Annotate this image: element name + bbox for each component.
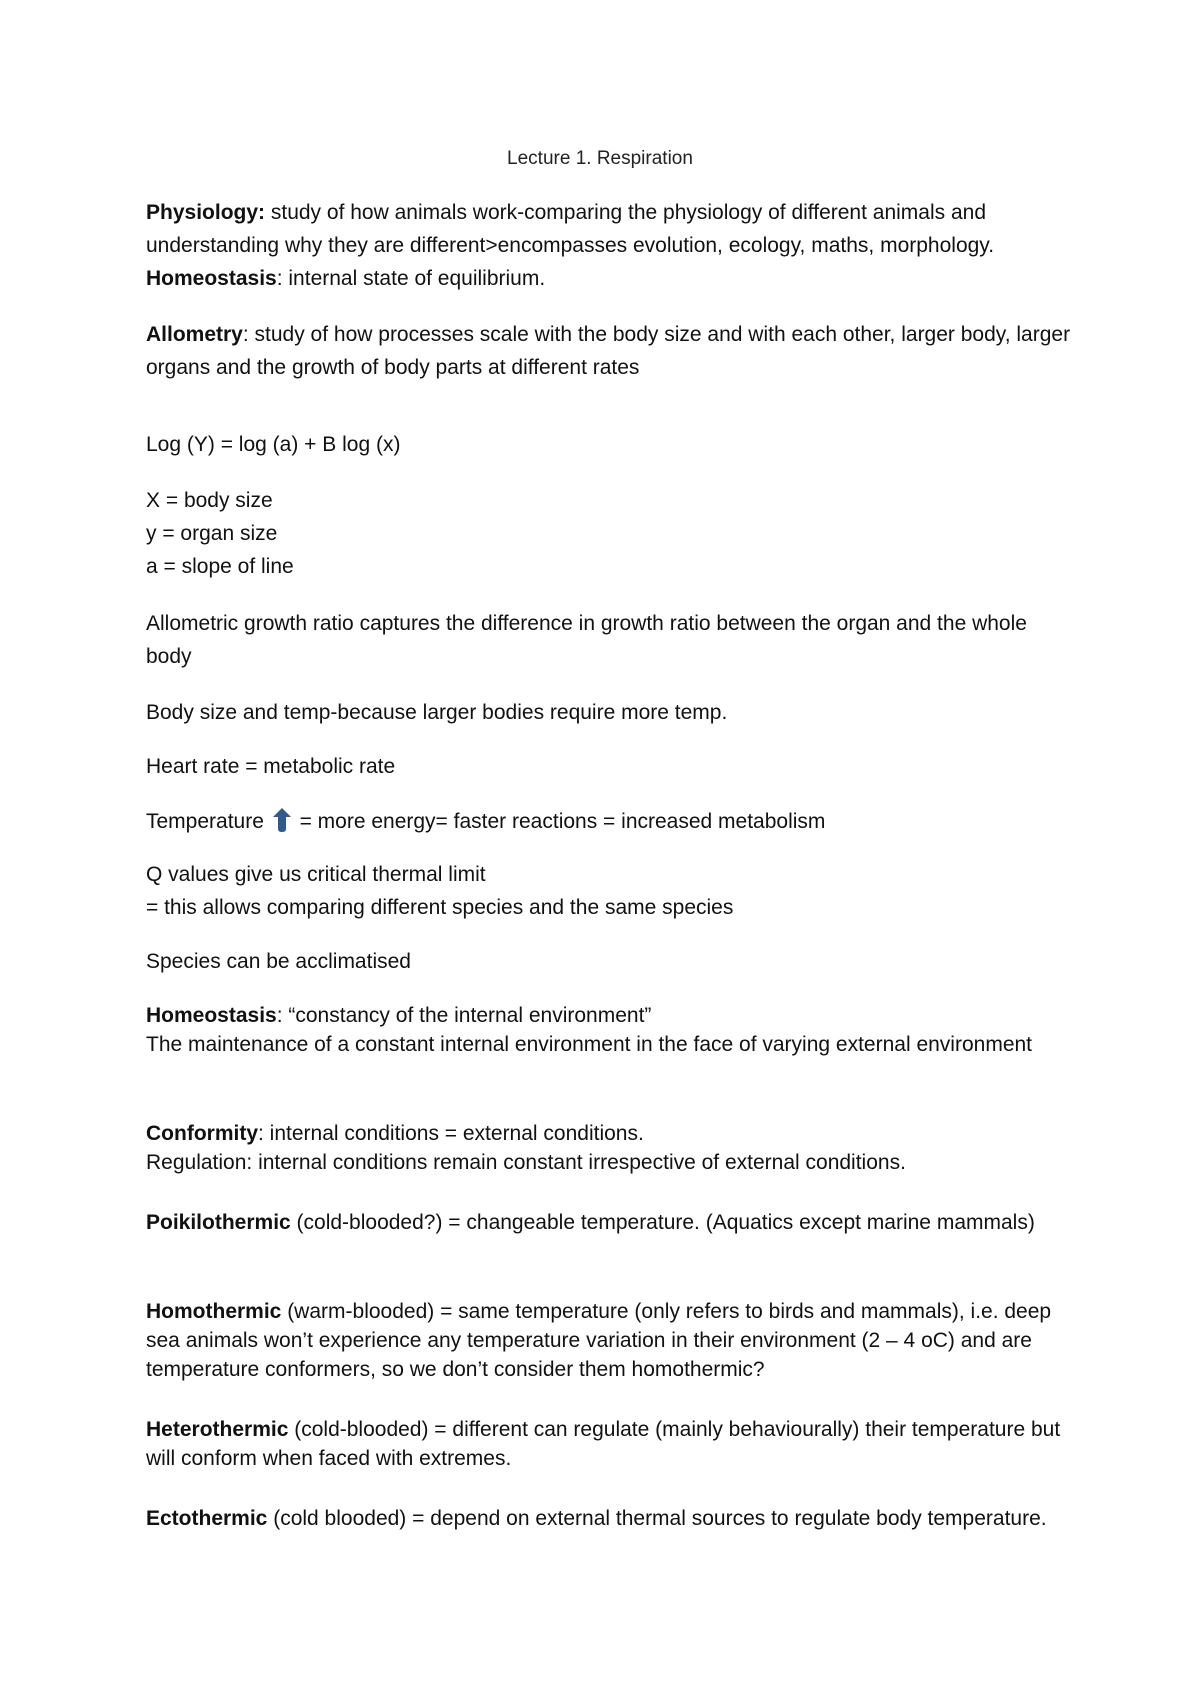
term-homeostasis-2: Homeostasis bbox=[146, 1004, 277, 1027]
paragraph-physiology bbox=[146, 196, 1076, 262]
temperature-text: = more energy= faster reactions = increased metabolism bbox=[293, 810, 826, 833]
paragraph-acclimatised: Species can be acclimatised bbox=[146, 950, 411, 973]
term-conformity: Conformity bbox=[146, 1122, 258, 1145]
definition-a: a = slope of line bbox=[146, 555, 294, 578]
definition-y: y = organ size bbox=[146, 522, 278, 545]
paragraph-heart-rate: Heart rate = metabolic rate bbox=[146, 755, 396, 778]
q-values-line2: = this allows comparing different species and the same species bbox=[146, 896, 734, 919]
paragraph-q-values bbox=[146, 858, 1076, 924]
definition-x: X = body size bbox=[146, 489, 273, 512]
def-homeostasis-2: : “constancy of the internal environment” bbox=[276, 1004, 652, 1027]
def-ectothermic: (cold blooded) = depend on external thermal sources to regulate body temperature. bbox=[267, 1507, 1047, 1530]
paragraph-allometry bbox=[146, 318, 1076, 384]
def-conformity: : internal conditions = external conditions. bbox=[258, 1122, 644, 1145]
up-arrow-icon bbox=[272, 807, 292, 833]
paragraph-allometric-ratio: Allometric growth ratio captures the difference in growth ratio between the organ and the whole body bbox=[146, 612, 1027, 668]
paragraph-homothermic bbox=[146, 1297, 1076, 1384]
paragraph-ectothermic bbox=[146, 1504, 1076, 1533]
definition-list bbox=[146, 484, 1076, 583]
paragraph-heterothermic bbox=[146, 1415, 1076, 1473]
def-homeostasis: : internal state of equilibrium. bbox=[276, 267, 546, 290]
term-homeostasis: Homeostasis bbox=[146, 267, 277, 290]
paragraph-poikilothermic bbox=[146, 1208, 1076, 1237]
paragraph-conformity bbox=[146, 1119, 1076, 1177]
temperature-label: Temperature bbox=[146, 810, 270, 833]
def-physiology: study of how animals work-comparing the physiology of different animals and understanding why they are different>encompasses evolution, ecology, maths, morphology. bbox=[146, 201, 995, 257]
term-heterothermic: Heterothermic bbox=[146, 1418, 289, 1441]
term-homothermic: Homothermic bbox=[146, 1300, 282, 1323]
equation: Log (Y) = log (a) + B log (x) bbox=[146, 433, 401, 456]
term-poikilothermic: Poikilothermic bbox=[146, 1211, 291, 1234]
regulation-definition: Regulation: internal conditions remain constant irrespective of external conditions. bbox=[146, 1151, 906, 1174]
def-allometry: : study of how processes scale with the body size and with each other, larger body, larger organs and the growth of body parts at different rates bbox=[146, 323, 1071, 379]
term-allometry: Allometry bbox=[146, 323, 243, 346]
term-physiology: Physiology: bbox=[146, 201, 266, 224]
term-ectothermic: Ectothermic bbox=[146, 1507, 268, 1530]
page-title: Lecture 1. Respiration bbox=[507, 148, 693, 169]
def-heterothermic: (cold-blooded) = different can regulate (mainly behaviourally) their temperature but will conform when faced with extremes. bbox=[146, 1418, 1061, 1470]
paragraph-homeostasis-constancy bbox=[146, 1001, 1076, 1059]
paragraph-homeostasis bbox=[146, 262, 1076, 295]
paragraph-temperature bbox=[146, 805, 1076, 838]
def-poikilothermic: (cold-blooded?) = changeable temperature. (Aquatics except marine mammals) bbox=[290, 1211, 1035, 1234]
q-values-line1: Q values give us critical thermal limit bbox=[146, 863, 486, 886]
paragraph-body-size-temp: Body size and temp-because larger bodies require more temp. bbox=[146, 701, 728, 724]
def-homothermic: (warm-blooded) = same temperature (only refers to birds and mammals), i.e. deep sea animals won’t experience any temperature variation in their environment (2 – 4 oC) and are temperature conformers, so we don’t consider them homothermic? bbox=[146, 1300, 1052, 1381]
homeostasis-maintenance: The maintenance of a constant internal environment in the face of varying external environment bbox=[146, 1033, 1033, 1056]
